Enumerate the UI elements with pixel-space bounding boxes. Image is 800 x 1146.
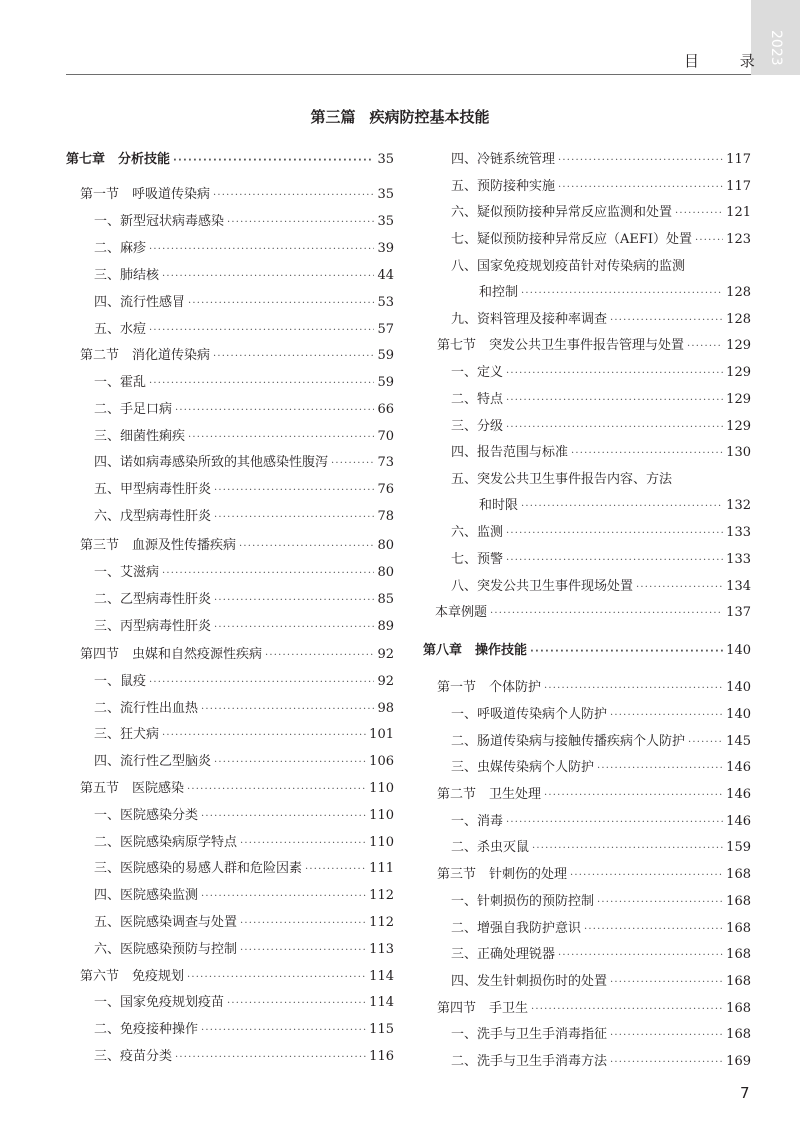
toc-entry-page: 98 <box>377 701 394 716</box>
toc-leader-dots <box>558 945 723 967</box>
toc-entry-title: 二、流行性出血热 <box>94 701 199 716</box>
toc-section-entry <box>80 778 394 800</box>
toc-entry-title: 二、麻疹 <box>94 241 147 256</box>
toc-entry-page: 133 <box>726 552 751 567</box>
toc-entry-page: 168 <box>726 974 751 989</box>
toc-entry-page: 78 <box>377 509 394 524</box>
toc-leader-dots <box>610 1025 723 1047</box>
toc-leader-dots <box>201 1020 366 1042</box>
toc-item-entry <box>451 549 751 571</box>
toc-entry-page: 159 <box>726 840 751 855</box>
toc-entry-page: 111 <box>369 861 394 876</box>
toc-leader-dots <box>506 363 723 385</box>
toc-section-entry <box>437 677 751 699</box>
toc-item-entry <box>94 858 394 880</box>
toc-entry-title: 四、发生针刺损伤时的处置 <box>451 974 608 989</box>
toc-section-entry <box>437 784 751 806</box>
toc-entry-page: 146 <box>726 787 751 802</box>
toc-item-entry <box>451 918 751 940</box>
header-tab-year: 2023 <box>768 30 784 66</box>
toc-item-entry <box>451 256 751 278</box>
toc-entry-title: 第一节 个体防护 <box>437 680 542 695</box>
toc-entry-title: 二、手足口病 <box>94 402 173 417</box>
toc-leader-dots <box>544 785 723 807</box>
toc-entry-page: 57 <box>377 322 394 337</box>
toc-entry-title: 二、杀虫灭鼠 <box>451 840 530 855</box>
toc-entry-title: 六、疑似预防接种异常反应监测和处置 <box>451 205 673 220</box>
toc-item-entry <box>94 265 394 287</box>
toc-item-entry <box>451 416 751 438</box>
toc-leader-dots <box>687 336 723 358</box>
toc-item-entry <box>94 399 394 421</box>
toc-entry-page: 129 <box>726 392 751 407</box>
toc-leader-dots <box>227 993 366 1015</box>
toc-entry-title: 九、资料管理及接种率调查 <box>451 312 608 327</box>
toc-entry-title: 八、突发公共卫生事件现场处置 <box>451 579 634 594</box>
toc-leader-dots <box>531 999 723 1021</box>
toc-item-entry <box>94 751 394 773</box>
toc-entry-page: 110 <box>369 808 394 823</box>
toc-entry-title: 六、戊型病毒性肝炎 <box>94 509 212 524</box>
toc-leader-dots <box>558 150 723 172</box>
toc-entry-page: 110 <box>369 835 394 850</box>
toc-entry-title: 第七节 突发公共卫生事件报告管理与处置 <box>437 338 685 353</box>
toc-leader-dots <box>149 373 374 395</box>
toc-item-entry <box>94 616 394 638</box>
toc-item-entry <box>94 992 394 1014</box>
toc-leader-dots <box>175 1047 366 1069</box>
toc-entry-page: 117 <box>726 179 751 194</box>
toc-leader-dots <box>675 203 723 225</box>
toc-entry-title: 第八章 操作技能 <box>423 643 528 658</box>
toc-entry-title: 四、流行性乙型脑炎 <box>94 754 212 769</box>
toc-entry-title: 三、分级 <box>451 419 504 434</box>
toc-entry-title: 第四节 手卫生 <box>437 1001 529 1016</box>
part-title <box>0 106 800 127</box>
toc-item-entry <box>451 176 751 198</box>
toc-leader-dots <box>175 400 374 422</box>
toc-leader-dots <box>530 641 723 663</box>
toc-item-entry <box>94 724 394 746</box>
toc-entry-title: 一、定义 <box>451 365 504 380</box>
toc-leader-dots <box>597 758 723 780</box>
toc-entry-title: 七、疑似预防接种异常反应（AEFI）处置 <box>451 232 693 247</box>
toc-entry-page: 168 <box>726 947 751 962</box>
toc-entry-title: 一、呼吸道传染病个人防护 <box>451 707 608 722</box>
toc-section-entry <box>80 535 394 557</box>
toc-leader-dots <box>149 239 374 261</box>
toc-leader-dots <box>240 913 366 935</box>
toc-entry-page: 113 <box>369 942 394 957</box>
header-rule <box>66 74 751 75</box>
toc-leader-dots <box>149 320 374 342</box>
toc-leader-dots <box>214 480 374 502</box>
toc-entry-page: 130 <box>726 445 751 460</box>
toc-entry-page: 70 <box>377 429 394 444</box>
toc-entry-page: 146 <box>726 814 751 829</box>
toc-item-entry <box>94 562 394 584</box>
toc-entry-page: 35 <box>377 152 394 167</box>
toc-leader-dots <box>610 972 723 994</box>
toc-leader-dots <box>227 212 374 234</box>
toc-item-entry <box>451 837 751 859</box>
toc-section-entry <box>437 864 751 886</box>
toc-entry-page: 59 <box>377 348 394 363</box>
toc-leader-dots <box>506 417 723 439</box>
toc-leader-dots <box>173 150 374 172</box>
toc-leader-dots <box>187 779 366 801</box>
toc-item-entry <box>435 602 751 624</box>
toc-leader-dots <box>149 672 374 694</box>
toc-leader-dots <box>331 453 374 475</box>
toc-item-entry <box>451 149 751 171</box>
toc-chapter-entry <box>423 640 751 662</box>
toc-leader-dots <box>584 919 723 941</box>
toc-entry-title: 四、诺如病毒感染所致的其他感染性腹泻 <box>94 455 329 470</box>
toc-item-entry <box>451 522 751 544</box>
toc-item-entry <box>94 426 394 448</box>
toc-entry-title: 二、医院感染病原学特点 <box>94 835 238 850</box>
toc-item-entry <box>94 506 394 528</box>
toc-entry-title: 三、正确处理锐器 <box>451 947 556 962</box>
toc-entry-title: 一、医院感染分类 <box>94 808 199 823</box>
toc-entry-page: 80 <box>377 538 394 553</box>
toc-entry-title: 三、肺结核 <box>94 268 160 283</box>
toc-leader-dots <box>506 550 723 572</box>
toc-leader-dots <box>532 838 723 860</box>
toc-entry-page: 137 <box>726 605 751 620</box>
toc-section-entry <box>80 644 394 666</box>
toc-entry-title: 六、监测 <box>451 525 504 540</box>
toc-entry-title: 第三节 针刺伤的处理 <box>437 867 568 882</box>
toc-section-entry <box>437 335 751 357</box>
toc-entry-title: 二、增强自我防护意识 <box>451 921 582 936</box>
toc-entry-title: 三、医院感染的易感人群和危险因素 <box>94 861 303 876</box>
toc-entry-title: 一、鼠疫 <box>94 674 147 689</box>
toc-leader-dots <box>214 590 374 612</box>
toc-entry-title: 一、洗手与卫生手消毒指征 <box>451 1027 608 1042</box>
toc-entry-title: 四、冷链系统管理 <box>451 152 556 167</box>
toc-leader-dots <box>506 812 723 834</box>
toc-entry-title: 一、霍乱 <box>94 375 147 390</box>
toc-leader-dots <box>213 185 374 207</box>
toc-item-entry <box>451 731 751 753</box>
toc-leader-dots <box>544 678 723 700</box>
toc-entry-page: 53 <box>377 295 394 310</box>
toc-item-entry <box>451 944 751 966</box>
toc-leader-dots <box>571 443 723 465</box>
toc-entry-title: 和控制 <box>479 285 519 300</box>
toc-entry-page: 169 <box>726 1054 751 1069</box>
toc-leader-dots <box>636 577 723 599</box>
toc-entry-page: 146 <box>726 760 751 775</box>
toc-leader-dots <box>188 293 374 315</box>
toc-item-entry <box>94 1019 394 1041</box>
part-title-name: 疾病防控基本技能 <box>369 108 490 126</box>
toc-item-entry <box>94 1046 394 1068</box>
toc-entry-page: 115 <box>369 1022 394 1037</box>
toc-entry-page: 76 <box>377 482 394 497</box>
toc-entry-title: 三、虫媒传染病个人防护 <box>451 760 595 775</box>
toc-entry-page: 39 <box>377 241 394 256</box>
toc-entry-page: 168 <box>726 921 751 936</box>
toc-entry-title: 二、乙型病毒性肝炎 <box>94 592 212 607</box>
toc-entry-page: 121 <box>726 205 751 220</box>
toc-section-entry <box>80 966 394 988</box>
toc-entry-title: 第五节 医院感染 <box>80 781 185 796</box>
toc-entry-title: 第六节 免疫规划 <box>80 969 185 984</box>
toc-leader-dots <box>162 266 374 288</box>
toc-entry-page: 35 <box>377 214 394 229</box>
toc-item-entry <box>451 891 751 913</box>
toc-item-entry <box>451 811 751 833</box>
toc-entry-page: 168 <box>726 1027 751 1042</box>
toc-entry-title: 八、国家免疫规划疫苗针对传染病的监测 <box>451 259 686 274</box>
toc-section-entry <box>437 998 751 1020</box>
toc-leader-dots <box>239 536 374 558</box>
toc-item-entry <box>451 202 751 224</box>
toc-entry-page: 114 <box>369 969 394 984</box>
toc-entry-title: 和时限 <box>479 498 519 513</box>
toc-entry-page: 129 <box>726 365 751 380</box>
toc-item-entry <box>94 238 394 260</box>
toc-entry-page: 92 <box>377 674 394 689</box>
toc-leader-dots <box>597 892 723 914</box>
toc-item-entry <box>94 939 394 961</box>
toc-entry-title: 二、肠道传染病与接触传播疾病个人防护 <box>451 734 686 749</box>
toc-entry-page: 168 <box>726 894 751 909</box>
toc-entry-page: 101 <box>369 727 394 742</box>
toc-entry-title: 五、甲型病毒性肝炎 <box>94 482 212 497</box>
toc-entry-page: 140 <box>726 643 751 658</box>
toc-leader-dots <box>688 732 723 754</box>
toc-entry-title: 三、狂犬病 <box>94 727 160 742</box>
toc-entry-page: 140 <box>726 680 751 695</box>
toc-entry-page: 128 <box>726 312 751 327</box>
toc-leader-dots <box>305 859 366 881</box>
toc-item-entry <box>94 832 394 854</box>
toc-item-entry <box>451 442 751 464</box>
toc-section-entry <box>80 345 394 367</box>
toc-entry-title: 四、流行性感冒 <box>94 295 186 310</box>
toc-leader-dots <box>162 725 366 747</box>
toc-item-entry <box>451 389 751 411</box>
toc-entry-title: 一、艾滋病 <box>94 565 160 580</box>
toc-entry-title: 二、特点 <box>451 392 504 407</box>
toc-item-entry <box>451 576 751 598</box>
toc-entry-page: 85 <box>377 592 394 607</box>
toc-leader-dots <box>695 230 723 252</box>
toc-entry-title: 五、医院感染调查与处置 <box>94 915 238 930</box>
toc-entry-title: 五、预防接种实施 <box>451 179 556 194</box>
toc-item-entry <box>94 292 394 314</box>
toc-entry-page: 110 <box>369 781 394 796</box>
toc-entry-page: 114 <box>369 995 394 1010</box>
toc-entry-title: 二、免疫接种操作 <box>94 1022 199 1037</box>
toc-entry-title: 第一节 呼吸道传染病 <box>80 187 211 202</box>
toc-leader-dots <box>490 603 723 625</box>
toc-item-entry <box>94 372 394 394</box>
toc-entry-page: 117 <box>726 152 751 167</box>
toc-leader-dots <box>162 563 374 585</box>
toc-item-entry <box>479 495 751 517</box>
toc-leader-dots <box>187 967 366 989</box>
toc-item-entry <box>451 469 751 491</box>
toc-entry-page: 168 <box>726 867 751 882</box>
toc-leader-dots <box>201 806 366 828</box>
toc-entry-title: 二、洗手与卫生手消毒方法 <box>451 1054 608 1069</box>
toc-entry-title: 三、丙型病毒性肝炎 <box>94 619 212 634</box>
toc-leader-dots <box>240 940 366 962</box>
toc-leader-dots <box>570 865 723 887</box>
toc-entry-title: 第二节 消化道传染病 <box>80 348 211 363</box>
toc-entry-page: 106 <box>369 754 394 769</box>
toc-entry-page: 89 <box>377 619 394 634</box>
toc-entry-title: 第二节 卫生处理 <box>437 787 542 802</box>
toc-leader-dots <box>610 1052 723 1074</box>
toc-item-entry <box>94 319 394 341</box>
toc-section-entry <box>80 184 394 206</box>
toc-entry-page: 112 <box>369 915 394 930</box>
toc-leader-dots <box>521 496 723 518</box>
toc-entry-title: 一、针刺损伤的预防控制 <box>451 894 595 909</box>
toc-item-entry <box>94 671 394 693</box>
toc-leader-dots <box>506 523 723 545</box>
toc-entry-page: 168 <box>726 1001 751 1016</box>
toc-leader-dots <box>610 310 723 332</box>
toc-leader-dots <box>188 427 374 449</box>
toc-item-entry <box>94 805 394 827</box>
toc-leader-dots <box>201 699 374 721</box>
toc-leader-dots <box>240 833 366 855</box>
toc-item-entry <box>94 885 394 907</box>
toc-entry-title: 三、细菌性痢疾 <box>94 429 186 444</box>
toc-entry-title: 第四节 虫媒和自然疫源性疾病 <box>80 647 263 662</box>
toc-entry-title: 三、疫苗分类 <box>94 1049 173 1064</box>
toc-item-entry <box>94 698 394 720</box>
toc-entry-title: 四、报告范围与标准 <box>451 445 569 460</box>
toc-entry-page: 145 <box>726 734 751 749</box>
toc-item-entry <box>94 211 394 233</box>
toc-entry-title: 六、医院感染预防与控制 <box>94 942 238 957</box>
toc-item-entry <box>94 912 394 934</box>
toc-item-entry <box>451 229 751 251</box>
toc-entry-title: 七、预警 <box>451 552 504 567</box>
toc-entry-page: 35 <box>377 187 394 202</box>
toc-entry-page: 59 <box>377 375 394 390</box>
toc-leader-dots <box>214 617 374 639</box>
toc-item-entry <box>451 704 751 726</box>
toc-entry-page: 129 <box>726 419 751 434</box>
toc-leader-dots <box>213 346 374 368</box>
toc-leader-dots <box>610 705 723 727</box>
toc-entry-page: 134 <box>726 579 751 594</box>
toc-item-entry <box>451 362 751 384</box>
toc-entry-title: 一、国家免疫规划疫苗 <box>94 995 225 1010</box>
toc-entry-page: 140 <box>726 707 751 722</box>
toc-leader-dots <box>265 645 374 667</box>
toc-entry-title: 五、水痘 <box>94 322 147 337</box>
toc-entry-page: 44 <box>377 268 394 283</box>
toc-entry-page: 80 <box>377 565 394 580</box>
toc-item-entry <box>94 479 394 501</box>
toc-entry-page: 116 <box>369 1049 394 1064</box>
toc-leader-dots <box>214 507 374 529</box>
toc-entry-page: 66 <box>377 402 394 417</box>
toc-entry-title: 一、新型冠状病毒感染 <box>94 214 225 229</box>
toc-leader-dots <box>521 283 723 305</box>
toc-entry-title: 本章例题 <box>435 605 488 620</box>
toc-leader-dots <box>506 390 723 412</box>
header-title: 目 录 <box>684 52 773 70</box>
toc-item-entry <box>451 1024 751 1046</box>
toc-item-entry <box>451 971 751 993</box>
toc-entry-title: 第三节 血源及性传播疾病 <box>80 538 237 553</box>
page-number: 7 <box>740 1084 750 1102</box>
toc-item-entry <box>451 757 751 779</box>
toc-item-entry <box>94 589 394 611</box>
toc-item-entry <box>94 452 394 474</box>
toc-entry-title: 一、消毒 <box>451 814 504 829</box>
toc-entry-page: 133 <box>726 525 751 540</box>
toc-item-entry <box>451 309 751 331</box>
toc-leader-dots <box>201 886 366 908</box>
part-title-label: 第三篇 <box>310 108 356 126</box>
toc-chapter-entry <box>66 149 394 171</box>
toc-item-entry <box>479 282 751 304</box>
toc-entry-page: 128 <box>726 285 751 300</box>
toc-entry-page: 123 <box>726 232 751 247</box>
toc-item-entry <box>451 1051 751 1073</box>
toc-entry-title: 五、突发公共卫生事件报告内容、方法 <box>451 472 673 487</box>
toc-entry-page: 132 <box>726 498 751 513</box>
toc-entry-page: 129 <box>726 338 751 353</box>
toc-entry-page: 92 <box>377 647 394 662</box>
toc-entry-page: 73 <box>377 455 394 470</box>
toc-entry-page: 112 <box>369 888 394 903</box>
toc-leader-dots <box>558 177 723 199</box>
toc-leader-dots <box>214 752 366 774</box>
toc-entry-title: 四、医院感染监测 <box>94 888 199 903</box>
toc-entry-title: 第七章 分析技能 <box>66 152 171 167</box>
